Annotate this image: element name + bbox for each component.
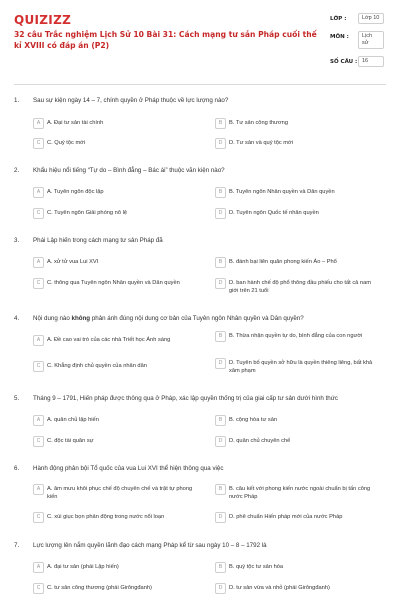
option-text: C. Quý tộc mới [47, 140, 86, 146]
option-letter: B [215, 415, 226, 426]
option-letter: A [33, 118, 44, 129]
option-letter: A [33, 257, 44, 268]
question-number: 2. [14, 167, 20, 174]
option-text: B. quý tộc tư sản hóa [229, 564, 284, 570]
option-letter: B [215, 257, 226, 268]
question-text [33, 315, 383, 322]
meta-subject-value: Lịch sử [358, 31, 384, 49]
question-text: Khẩu hiệu nổi tiếng “Tự do – Bình đẳng – Bác ái” thuộc văn kiện nào? [33, 167, 225, 174]
option-text: B. câu kết với phong kiến nước ngoài chuẩn bị tấn công nước Pháp [229, 486, 371, 500]
quizizz-logo: QUIZIZZ [14, 13, 72, 27]
meta-count-row [330, 56, 388, 67]
question-number: 1. [14, 97, 20, 104]
option-text: C. tư sản công thương (phái Girôngđanh) [47, 585, 152, 591]
option-text: A. Đề cao vai trò của các nhà Triết học Ánh sáng [47, 337, 171, 343]
option-text: B. Thừa nhận quyền tự do, bình đẳng của con người [229, 333, 363, 339]
option-text: B. Tuyên ngôn Nhân quyền và Dân quyền [229, 189, 335, 195]
question-text-emphasis: không [71, 315, 91, 322]
option-text: A. xử tử vua Lui XVI [47, 259, 99, 265]
question-text-after: phản ánh đúng nội dung cơ bản của Tuyên ngôn Nhân quyền và Dân quyền? [90, 315, 304, 322]
question-number: 6. [14, 465, 20, 472]
option-letter: C [33, 361, 44, 372]
option-letter: B [215, 118, 226, 129]
option-text: C. Tuyên ngôn Giải phóng nô lệ [47, 210, 127, 216]
option-letter: C [33, 208, 44, 219]
meta-count-value: 16 [358, 56, 384, 67]
question-text: Phái Lập hiến trong cách mạng tư sản Pháp đã [33, 237, 163, 244]
option-letter: B [215, 484, 226, 495]
option-text: A. đại tư sản (phái Lập hiến) [47, 564, 119, 570]
meta-count-label: SỐ CÂU : [330, 59, 358, 65]
question-text: Tháng 9 – 1791, Hiến pháp được thông qua ở Pháp, xác lập quyền thống trị của giai cấp tư sản dưới hình thức [33, 395, 338, 402]
question-number: 4. [14, 315, 20, 322]
option-text: C. thông qua Tuyên ngôn Nhân quyền và Dân quyền [47, 280, 180, 286]
option-text: B. Tư sản công thương [229, 120, 288, 126]
option-text: D. Tuyên bố quyền sở hữu là quyền thiêng liêng, bất khả xâm phạm [229, 360, 373, 374]
page-title: 32 câu Trắc nghiệm Lịch Sử 10 Bài 31: Cách mạng tư sản Pháp cuối thế kỉ XVIII có đáp án (P2) [14, 30, 317, 50]
meta-subject-label: MÔN : [330, 34, 349, 40]
option-text: B. cộng hòa tư sản [229, 417, 278, 423]
meta-class-label: LỚP : [330, 16, 347, 22]
option-text: C. xúi giục bọn phản động trong nước nổi loạn [47, 514, 165, 520]
option-letter: A [33, 415, 44, 426]
question-text: Hành động phản bội Tổ quốc của vua Lui XVI thể hiện thông qua việc [33, 465, 224, 472]
option-letter: D [215, 358, 226, 369]
option-letter: C [33, 436, 44, 447]
option-text: A. quân chủ lập hiến [47, 417, 99, 423]
option-text: D. tư sản vừa và nhỏ (phái Girôngđanh) [229, 585, 330, 591]
question-number: 3. [14, 237, 20, 244]
option-text: C. Khẳng định chủ quyền của nhân dân [47, 363, 147, 369]
option-text: D. ban hành chế độ phổ thông đầu phiếu cho tất cả nam giới trên 21 tuổi [229, 280, 371, 294]
option-letter: D [215, 138, 226, 149]
option-letter: A [33, 187, 44, 198]
option-text: A. Tuyên ngôn độc lập [47, 189, 104, 195]
header-divider [14, 84, 386, 85]
question-text: Sau sự kiện ngày 14 – 7, chính quyền ở Pháp thuộc về lực lượng nào? [33, 97, 229, 104]
option-letter: D [215, 583, 226, 594]
option-letter: C [33, 278, 44, 289]
option-letter: B [215, 562, 226, 573]
meta-class-row [330, 13, 388, 24]
meta-class-value: Lớp 10 [358, 13, 384, 24]
option-letter: A [33, 335, 44, 346]
meta-subject-row [330, 31, 388, 49]
option-text: D. phê chuẩn Hiến pháp mới của nước Pháp [229, 514, 343, 520]
option-letter: A [33, 562, 44, 573]
option-text: D. quân chủ chuyên chế [229, 438, 291, 444]
question-text-before: Nội dung nào [33, 315, 72, 322]
option-text: A. Đại tư sản tài chính [47, 120, 104, 126]
option-text: D. Tuyên ngôn Quốc tế nhân quyền [229, 210, 319, 216]
question-number: 7. [14, 542, 20, 549]
option-text: D. Tư sản và quý tộc mới [229, 140, 294, 146]
option-text: B. đánh bại liên quân phong kiến Áo – Phổ [229, 259, 337, 265]
option-text: A. âm mưu khôi phục chế độ chuyên chế và trật tự phong kiến [47, 486, 193, 500]
option-letter: B [215, 187, 226, 198]
option-letter: C [33, 512, 44, 523]
option-text: C. độc tài quân sự [47, 438, 94, 444]
question-number: 5. [14, 395, 20, 402]
quiz-meta-panel [330, 13, 388, 74]
option-letter: D [215, 278, 226, 289]
question-text: Lực lượng lên nắm quyền lãnh đạo cách mạng Pháp kể từ sau ngày 10 – 8 – 1792 là [33, 542, 267, 549]
option-letter: C [33, 138, 44, 149]
option-letter: B [215, 331, 226, 342]
option-letter: A [33, 484, 44, 495]
option-letter: D [215, 436, 226, 447]
option-letter: C [33, 583, 44, 594]
option-letter: D [215, 512, 226, 523]
option-letter: D [215, 208, 226, 219]
